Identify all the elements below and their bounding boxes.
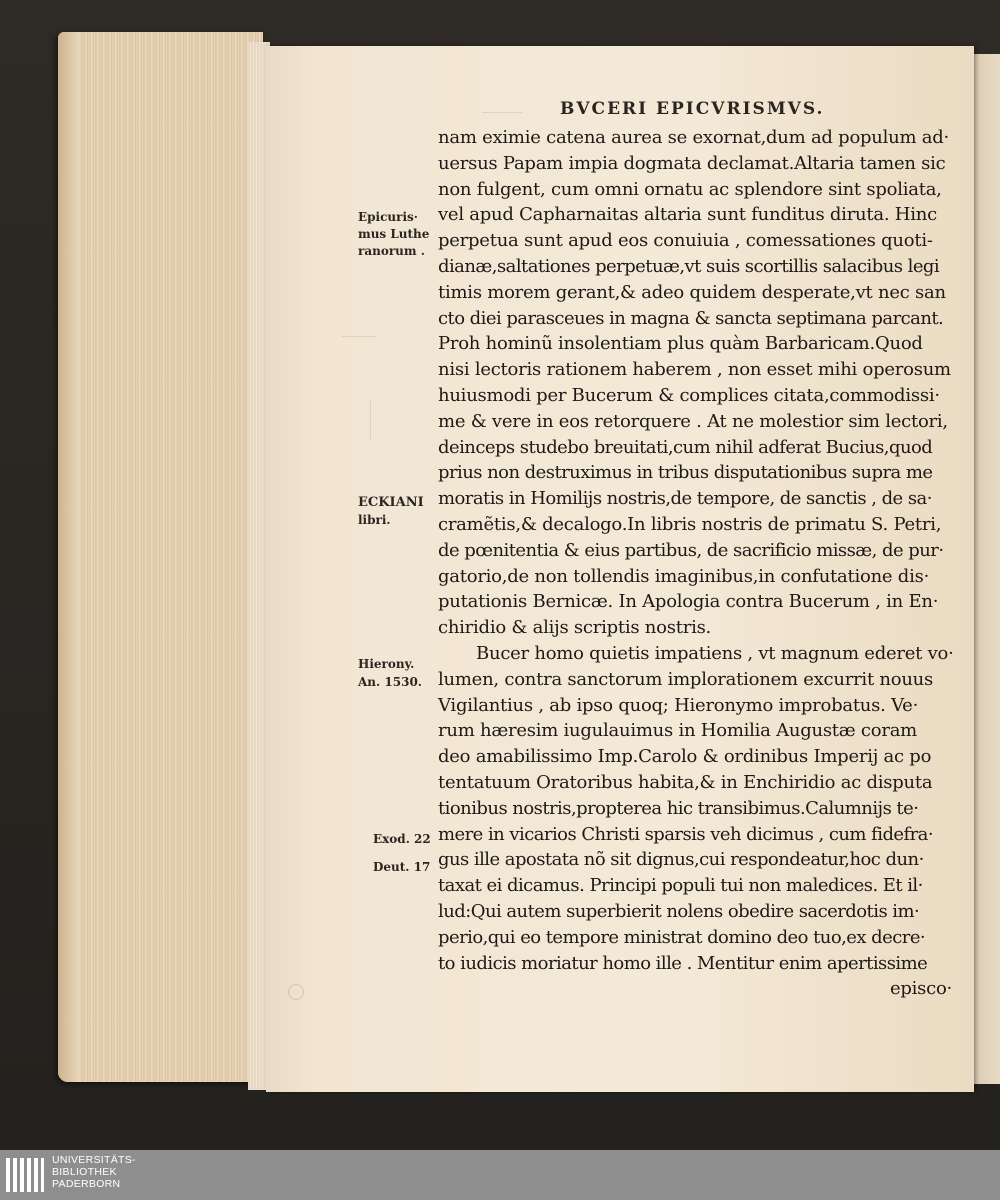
text-line: Bucer homo quietis impatiens , vt magnum ederet vo· [476, 642, 954, 664]
text-line: gus ille apostata nõ sit dignus,cui respondeatur,hoc dun· [438, 849, 924, 871]
text-line: lud:Qui autem superbierit nolens obedire sacerdotis im· [438, 900, 920, 922]
text-line: putationis Bernicæ. In Apologia contra Bucerum , in En· [438, 591, 939, 613]
text-line: me & vere in eos retorquere . At ne molestior sim lectori, [438, 410, 948, 432]
margin-note: ECKIANI [358, 495, 424, 510]
library-name-line: BIBLIOTHEK [52, 1166, 117, 1178]
text-line: Vigilantius , ab ipso quoq; Hieronymo improbatus. Ve· [438, 694, 919, 716]
show-through-mark [370, 400, 399, 440]
library-name-line: PADERBORN [52, 1178, 121, 1190]
text-line: deinceps studebo breuitati,cum nihil adferat Bucius,quod [438, 436, 933, 458]
text-line: nisi lectoris rationem haberem , non esset mihi operosum [438, 359, 951, 381]
show-through-mark [288, 984, 304, 1000]
margin-note: Hierony. [358, 657, 415, 671]
book-fore-edge [58, 32, 263, 1082]
text-line: lumen, contra sanctorum implorationem excurrit nouus [438, 668, 933, 690]
margin-note: ranorum . [358, 244, 425, 258]
text-line: moratis in Homilijs nostris,de tempore, de sanctis , de sa· [438, 488, 932, 510]
text-line: timis morem gerant,& adeo quidem desperate,vt nec san [438, 281, 946, 303]
margin-note: Deut. 17 [373, 860, 431, 874]
text-line: perpetua sunt apud eos conuiuia , comessationes quoti- [438, 230, 933, 252]
text-line: cramẽtis,& decalogo.In libris nostris de primatu S. Petri, [438, 513, 942, 535]
text-line: non fulgent, cum omni ornatu ac splendore sint spoliata, [438, 178, 942, 200]
text-line: tentatuum Oratoribus habita,& in Enchiridio ac disputa [438, 771, 933, 793]
show-through-mark [482, 98, 522, 113]
library-name-line: UNIVERSITÄTS- [52, 1154, 136, 1166]
catchword: episco· [889, 978, 952, 1000]
margin-note: Exod. 22 [373, 832, 431, 846]
margin-note: An. 1530. [358, 675, 422, 689]
margin-note: Epicuris· [358, 210, 418, 224]
text-line: perio,qui eo tempore ministrat domino deo tuo,ex decre· [438, 926, 926, 948]
library-name [52, 1154, 136, 1190]
running-header: BVCERI EPICVRISMVS. [560, 99, 825, 119]
text-line: tionibus nostris,propterea hic transibimus.Calumnijs te· [438, 797, 919, 819]
text-line: huiusmodi per Bucerum & complices citata,commodissi· [438, 384, 940, 406]
library-logo-icon [4, 1154, 46, 1196]
text-line: Proh hominũ insolentiam plus quàm Barbaricam.Quod [438, 333, 923, 355]
text-line: de pœnitentia & eius partibus, de sacrificio missæ, de pur· [438, 539, 944, 561]
text-line: prius non destruximus in tribus disputationibus supra me [438, 462, 933, 484]
show-through-mark [342, 326, 376, 337]
text-line: mere in vicarios Christi sparsis veh dicimus , cum fidefra· [438, 823, 934, 845]
library-footer-bar [0, 1150, 1000, 1200]
text-line: vel apud Capharnaitas altaria sunt funditus diruta. Hinc [438, 204, 937, 226]
text-line: uersus Papam impia dogmata declamat.Altaria tamen sic [438, 152, 946, 174]
text-line: chiridio & alijs scriptis nostris. [438, 617, 712, 639]
text-line: rum hæresim iugulauimus in Homilia Augustæ coram [438, 720, 918, 742]
text-line: to iudicis moriatur homo ille . Mentitur enim apertissime [438, 952, 928, 974]
text-line: nam eximie catena aurea se exornat,dum ad populum ad· [438, 127, 950, 148]
text-line: deo amabilissimo Imp.Carolo & ordinibus Imperij ac po [438, 746, 932, 768]
text-line: gatorio,de non tollendis imaginibus,in confutatione dis· [438, 565, 930, 587]
text-line: dianæ,saltationes perpetuæ,vt suis scortillis salacibus legi [438, 255, 940, 277]
main-text-block [438, 125, 968, 1002]
text-line: taxat ei dicamus. Principi populi tui non maledices. Et il· [438, 875, 923, 897]
text-line: cto diei parasceues in magna & sancta septimana parcant. [438, 307, 944, 329]
margin-note: mus Luthe [358, 227, 430, 241]
margin-note: libri. [358, 513, 391, 527]
